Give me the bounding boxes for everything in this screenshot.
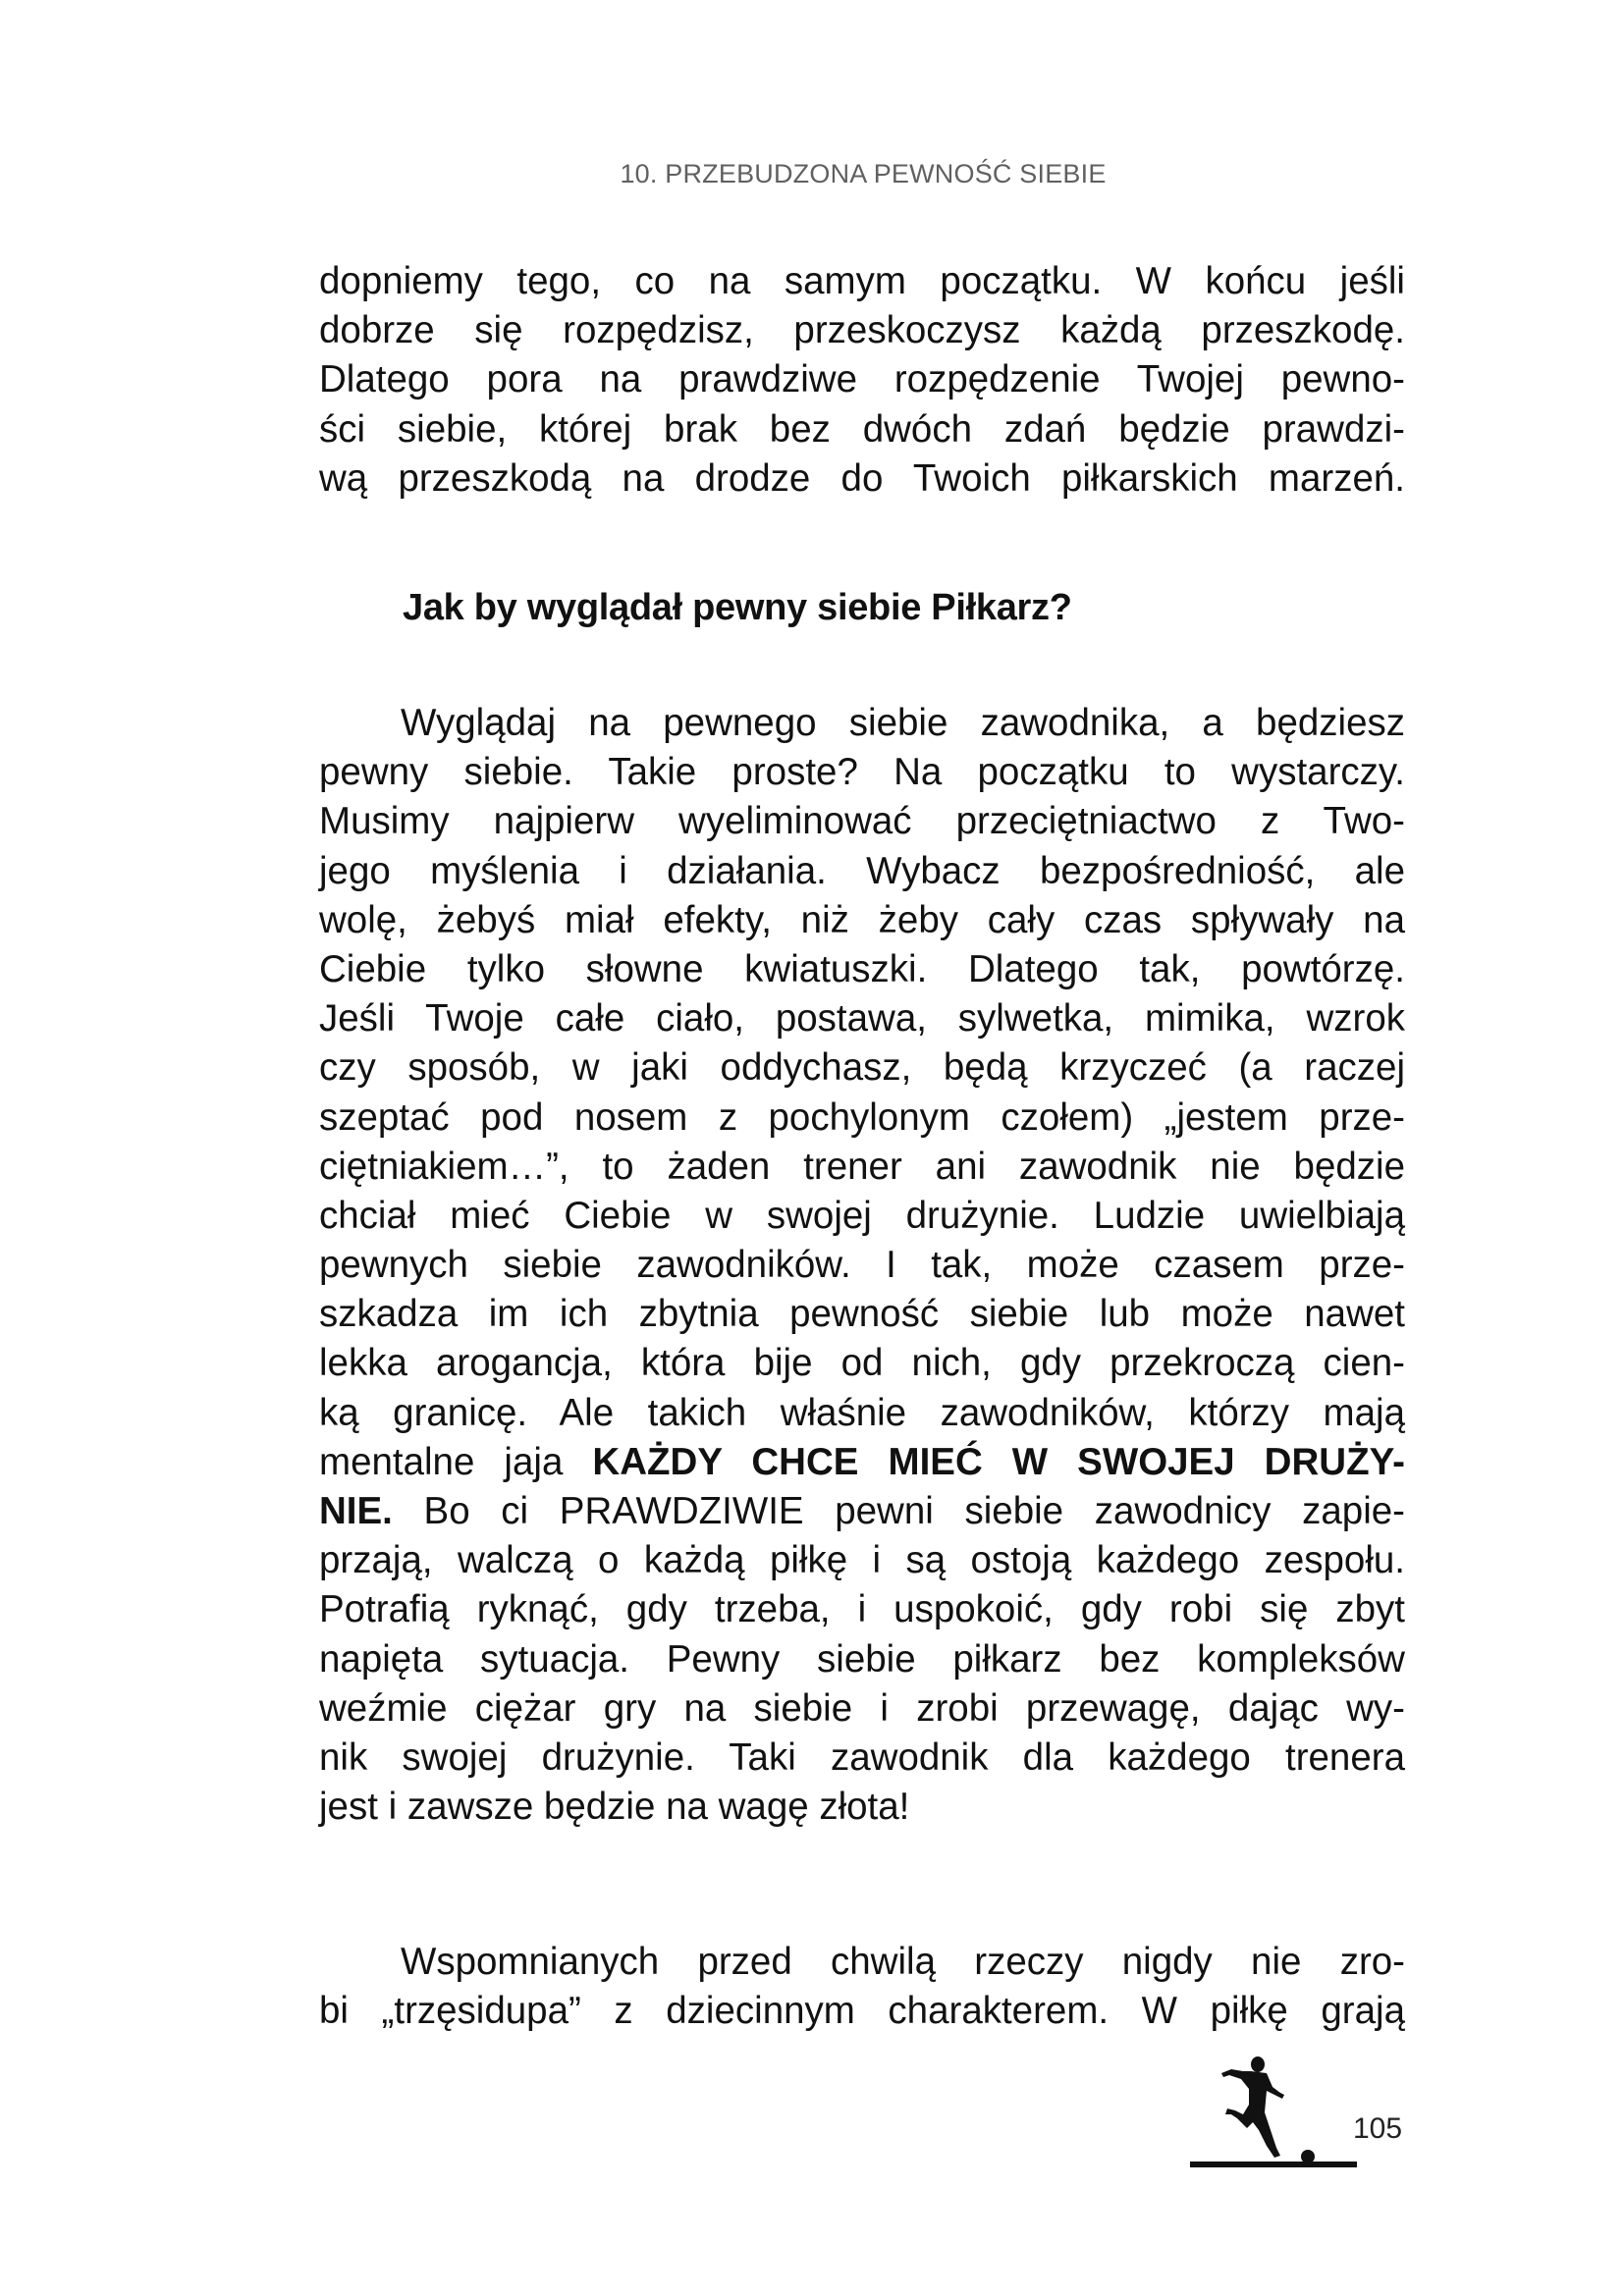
running-head: 10. PRZEBUDZONA PEWNOŚĆ SIEBIE — [620, 159, 1107, 188]
text-line: napięta sytuacja. Pewny siebie piłkarz bez kompleksów — [319, 1637, 1405, 1681]
text-line: ści siebie, której brak bez dwóch zdań będzie prawdzi- — [319, 407, 1405, 451]
next-paragraph — [319, 1938, 1405, 2036]
text-line: jest i zawsze będzie na wagę złota! — [319, 1786, 910, 1829]
text-line: Jeśli Twoje całe ciało, postawa, sylwetka, mimika, wzrok — [319, 997, 1405, 1041]
page-footer — [1188, 2052, 1414, 2179]
text-line: czy sposób, w jaki oddychasz, będą krzyczeć (a raczej — [319, 1046, 1405, 1090]
footer-rule — [1190, 2162, 1357, 2167]
text-line: chciał mieć Ciebie w swojej drużynie. Ludzie uwielbiają — [319, 1194, 1405, 1237]
text-line: wą przeszkodą na drodze do Twoich piłkarskich marzeń. — [319, 456, 1405, 500]
text-line: Potrafią ryknąć, gdy trzeba, i uspokoić, gdy robi się zbyt — [319, 1588, 1405, 1631]
text-line: ką granicę. Ale takich właśnie zawodników, którzy mają — [319, 1391, 1405, 1434]
text-line: lekka arogancja, która bije od nich, gdy przekroczą cien- — [319, 1342, 1405, 1385]
text-line: Ciebie tylko słowne kwiatuszki. Dlatego tak, powtórzę. — [319, 947, 1405, 990]
football-player-kicking-icon — [1202, 2054, 1320, 2163]
text-line: weźmie ciężar gry na siebie i zrobi przewagę, dając wy- — [319, 1686, 1405, 1730]
text-line: Musimy najpierw wyeliminować przeciętniactwo z Two- — [319, 800, 1405, 843]
bold-emphasis: KAŻDY CHCE MIEĆ W SWOJEJ DRUŻY- — [592, 1440, 1405, 1483]
main-paragraph — [319, 699, 1405, 1832]
page-number: 105 — [1353, 2112, 1403, 2145]
text-line: bi „trzęsidupa” z dziecinnym charakterem. W piłkę grają — [319, 1990, 1405, 2033]
text-line: pewny siebie. Takie proste? Na początku to wystarczy. — [319, 751, 1405, 794]
text-run: Bo ci PRAWDZIWIE pewni siebie zawodnicy zapie- — [392, 1490, 1405, 1532]
text-line: pewnych siebie zawodników. I tak, może czasem prze- — [319, 1244, 1405, 1287]
text-line: przają, walczą o każdą piłkę i są ostoją każdego zespołu. — [319, 1539, 1405, 1582]
text-line: szkadza im ich zbytnia pewność siebie lub może nawet — [319, 1293, 1405, 1336]
text-line: nik swojej drużynie. Taki zawodnik dla każdego trenera — [319, 1735, 1405, 1779]
text-line: dopniemy tego, co na samym początku. W końcu jeśli — [319, 260, 1405, 302]
emphasis-line — [319, 1438, 1405, 1487]
text-run: mentalne jaja — [319, 1440, 593, 1483]
text-line: jego myślenia i działania. Wybacz bezpośredniość, ale — [319, 849, 1405, 892]
text-line: szeptać pod nosem z pochylonym czołem) „jestem prze- — [319, 1095, 1405, 1139]
text-line: wolę, żebyś miał efekty, niż żeby cały czas spływały na — [319, 898, 1405, 941]
text-line: ciętniakiem…”, to żaden trener ani zawodnik nie będzie — [319, 1145, 1405, 1188]
bold-emphasis: NIE. — [319, 1490, 393, 1532]
text-line: Wyglądaj na pewnego siebie zawodnika, a będziesz — [401, 702, 1405, 744]
text-line: Wspomnianych przed chwilą rzeczy nigdy nie zro- — [401, 1941, 1405, 1983]
intro-paragraph — [319, 257, 1405, 504]
emphasis-line — [319, 1487, 1405, 1536]
text-line: Dlatego pora na prawdziwe rozpędzenie Twojej pewno- — [319, 358, 1405, 401]
section-heading: Jak by wyglądał pewny siebie Piłkarz? — [403, 587, 1072, 628]
text-line: dobrze się rozpędzisz, przeskoczysz każdą przeszkodę. — [319, 309, 1405, 352]
